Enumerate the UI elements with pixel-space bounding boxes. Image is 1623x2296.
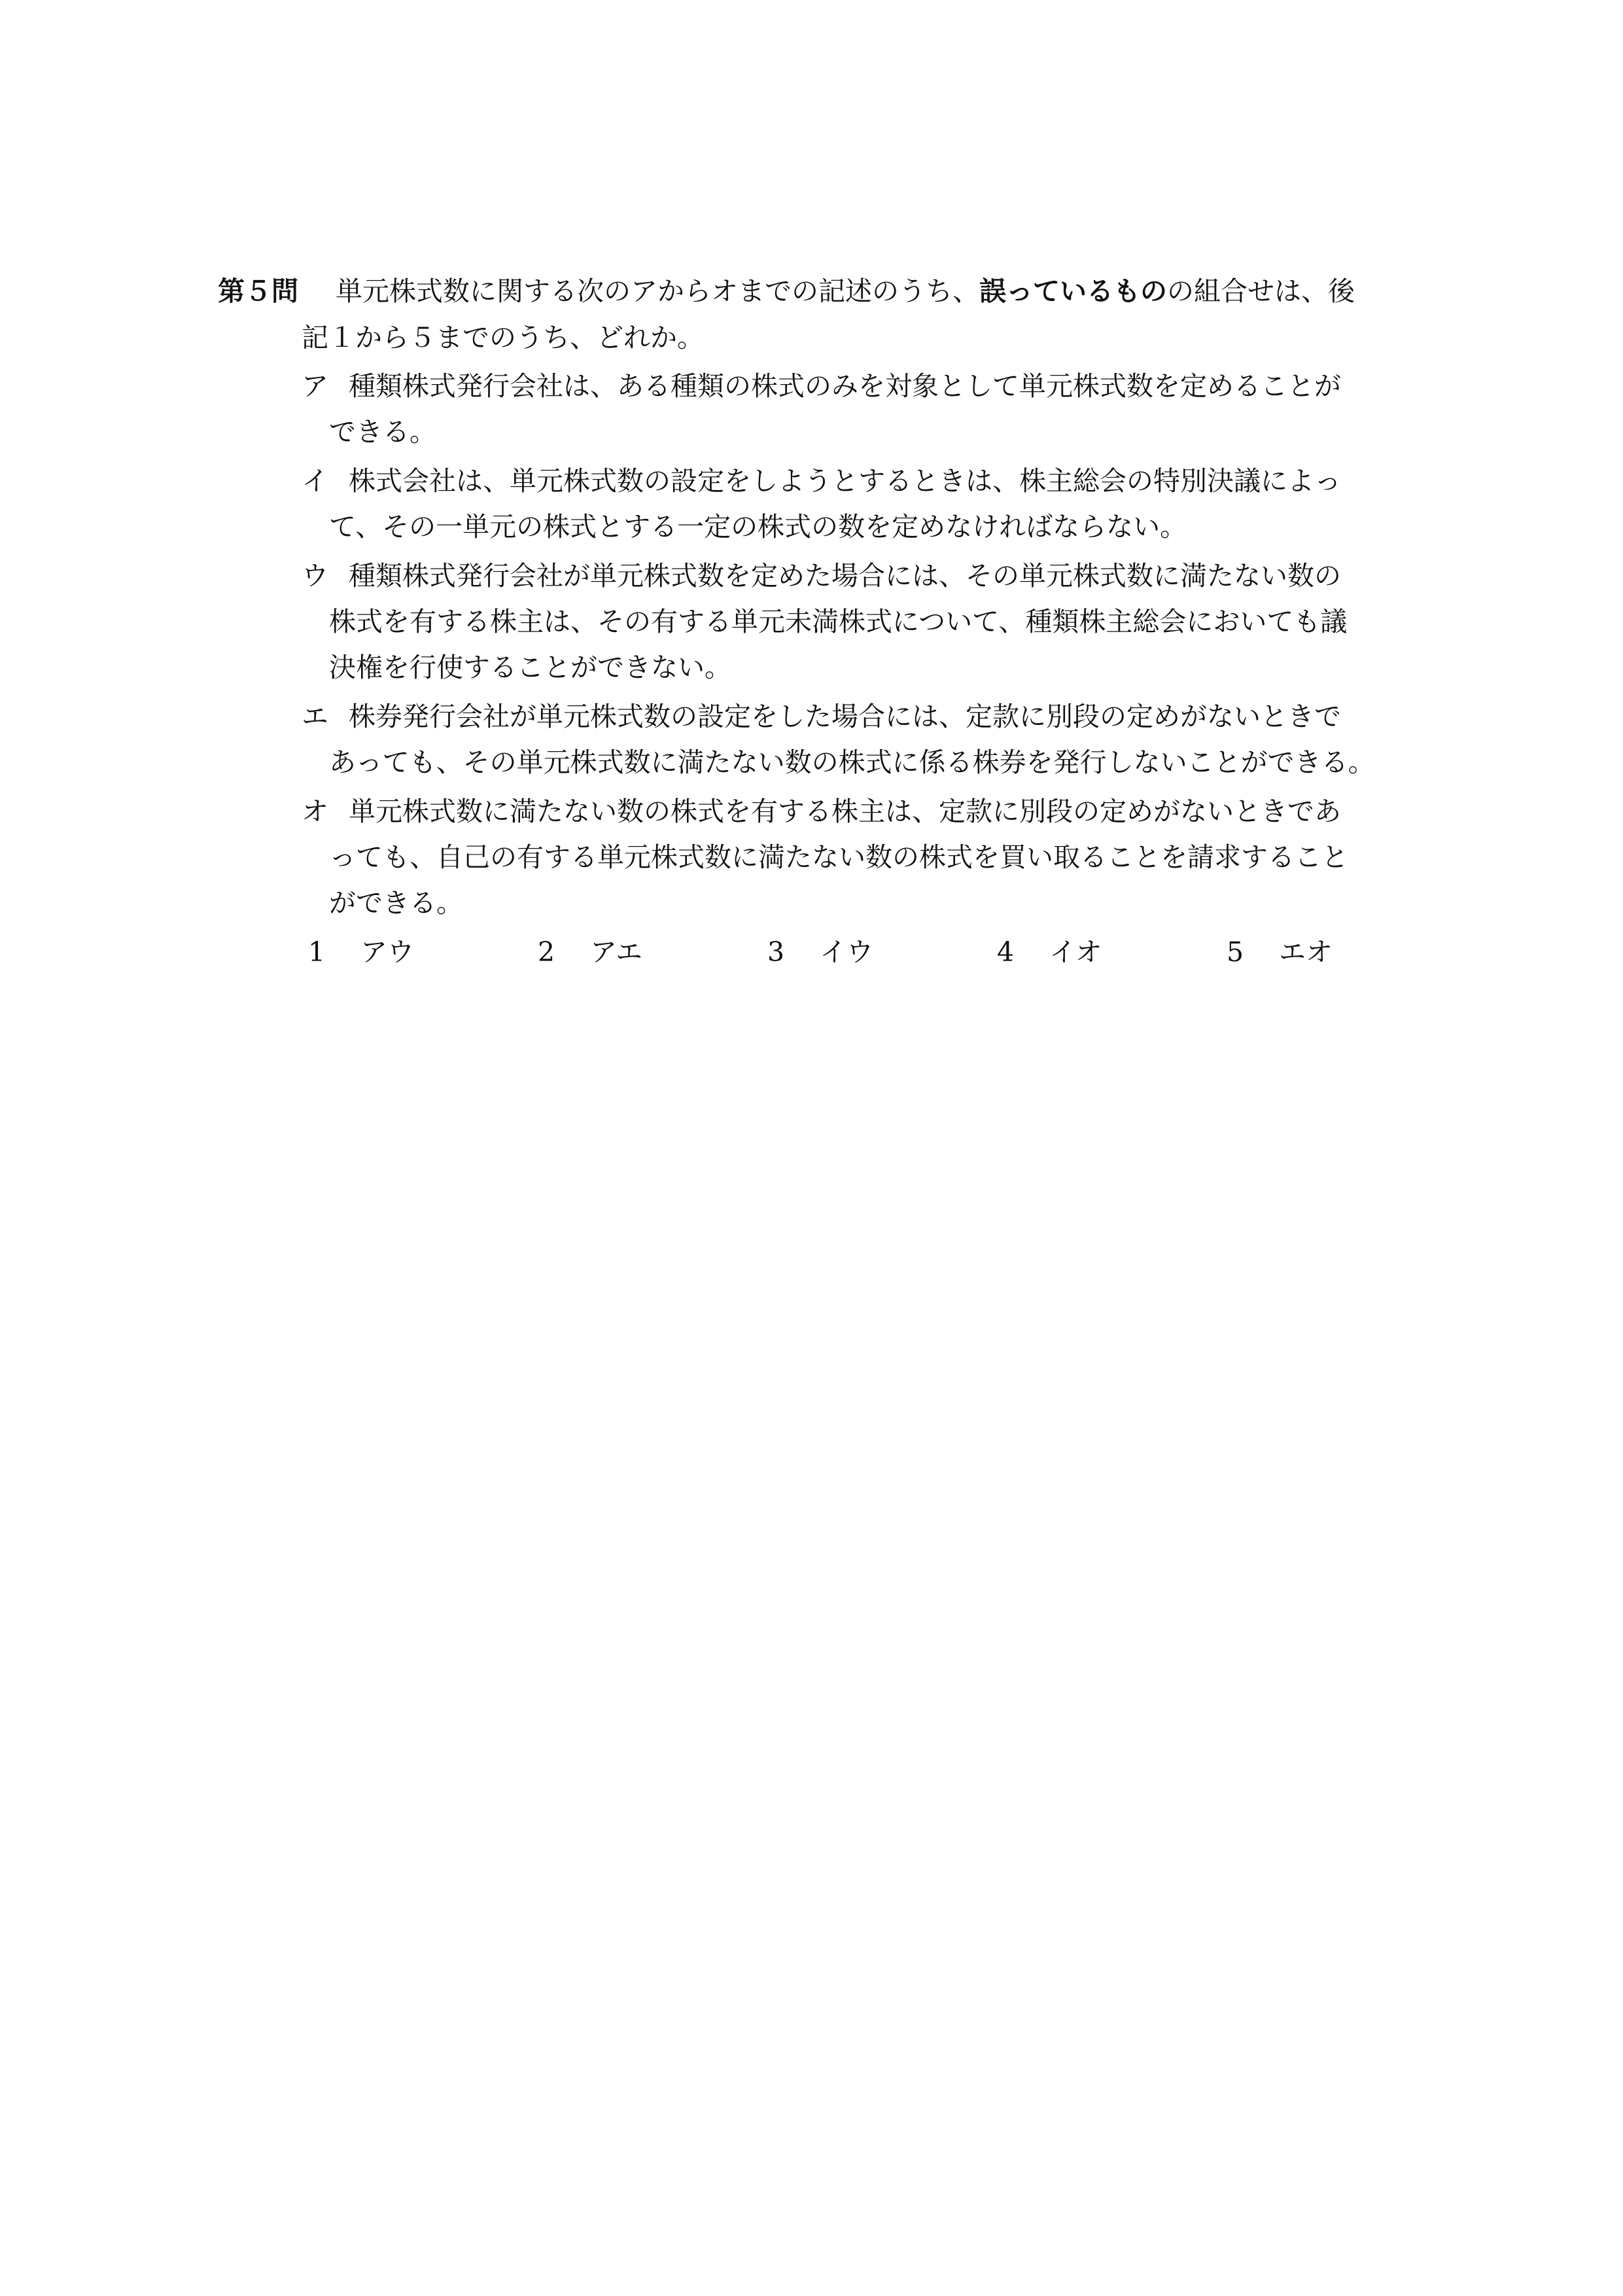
statement-letter: ウ — [302, 560, 328, 592]
choice-label: アウ — [360, 936, 414, 968]
statement-text-line: 株券発行会社が単元株式数の設定をした場合には、定款に別段の定めがないときで — [349, 701, 1341, 732]
answer-choices — [302, 929, 1435, 975]
question-number: 第５問 — [218, 275, 298, 307]
statement-item — [302, 458, 1435, 550]
choice-label: エオ — [1279, 936, 1333, 968]
choice-number: 2 — [538, 936, 555, 968]
question-stem-after: の組合せは、後 — [1167, 275, 1355, 307]
statement-text-line: 決権を行使することができない。 — [329, 652, 731, 683]
statement-text-line: 株式会社は、単元株式数の設定をしようとするときは、株主総会の特別決議によっ — [349, 465, 1341, 497]
statement-text-line: 種類株式発行会社が単元株式数を定めた場合には、その単元株式数に満たない数の — [349, 560, 1341, 592]
question-stem-before: 単元株式数に関する次のアからオまでの記述のうち、 — [336, 275, 979, 307]
answer-choice — [302, 929, 531, 975]
question-block — [218, 268, 1435, 975]
question-header — [218, 268, 1435, 314]
statement-item — [302, 553, 1435, 690]
statement-text-line: ができる。 — [329, 887, 463, 919]
statement-item — [302, 788, 1435, 926]
statement-text-line: 株式を有する株主は、その有する単元未満株式について、種類株主総会においても議 — [329, 606, 1348, 637]
statement-text-line: 種類株式発行会社は、ある種類の株式のみを対象として単元株式数を定めることが — [349, 370, 1341, 402]
statement-text-line: 単元株式数に満たない数の株式を有する株主は、定款に別段の定めがないときであ — [349, 796, 1341, 827]
statement-item — [302, 694, 1435, 785]
statement-letter: オ — [302, 796, 328, 827]
choice-number: 5 — [1227, 936, 1244, 968]
statement-letter: エ — [302, 701, 328, 732]
question-stem-emphasis: 誤っているもの — [979, 275, 1167, 307]
statement-list — [218, 363, 1435, 926]
answer-choice — [990, 929, 1220, 975]
answer-choice — [531, 929, 761, 975]
choice-number: 1 — [308, 936, 326, 968]
choice-label: アエ — [590, 936, 642, 968]
choice-number: 3 — [767, 936, 785, 968]
statement-text-line: できる。 — [329, 416, 436, 448]
statement-item — [302, 363, 1435, 455]
answer-choice — [1220, 929, 1450, 975]
choice-label: イオ — [1049, 936, 1102, 968]
answer-choice — [761, 929, 990, 975]
choice-number: 4 — [997, 936, 1015, 968]
statement-text-line: あっても、その単元株式数に満たない数の株式に係る株券を発行しないことができる。 — [329, 747, 1375, 778]
question-stem-continuation: 記１から５までのうち、どれか。 — [302, 322, 704, 353]
question-stem — [336, 268, 1435, 314]
statement-text-line: て、その一単元の株式とする一定の株式の数を定めなければならない。 — [329, 511, 1187, 542]
statement-letter: ア — [302, 370, 328, 402]
choice-label: イウ — [820, 936, 873, 968]
statement-letter: イ — [302, 465, 328, 497]
statement-text-line: っても、自己の有する単元株式数に満たない数の株式を買い取ることを請求すること — [329, 841, 1348, 873]
